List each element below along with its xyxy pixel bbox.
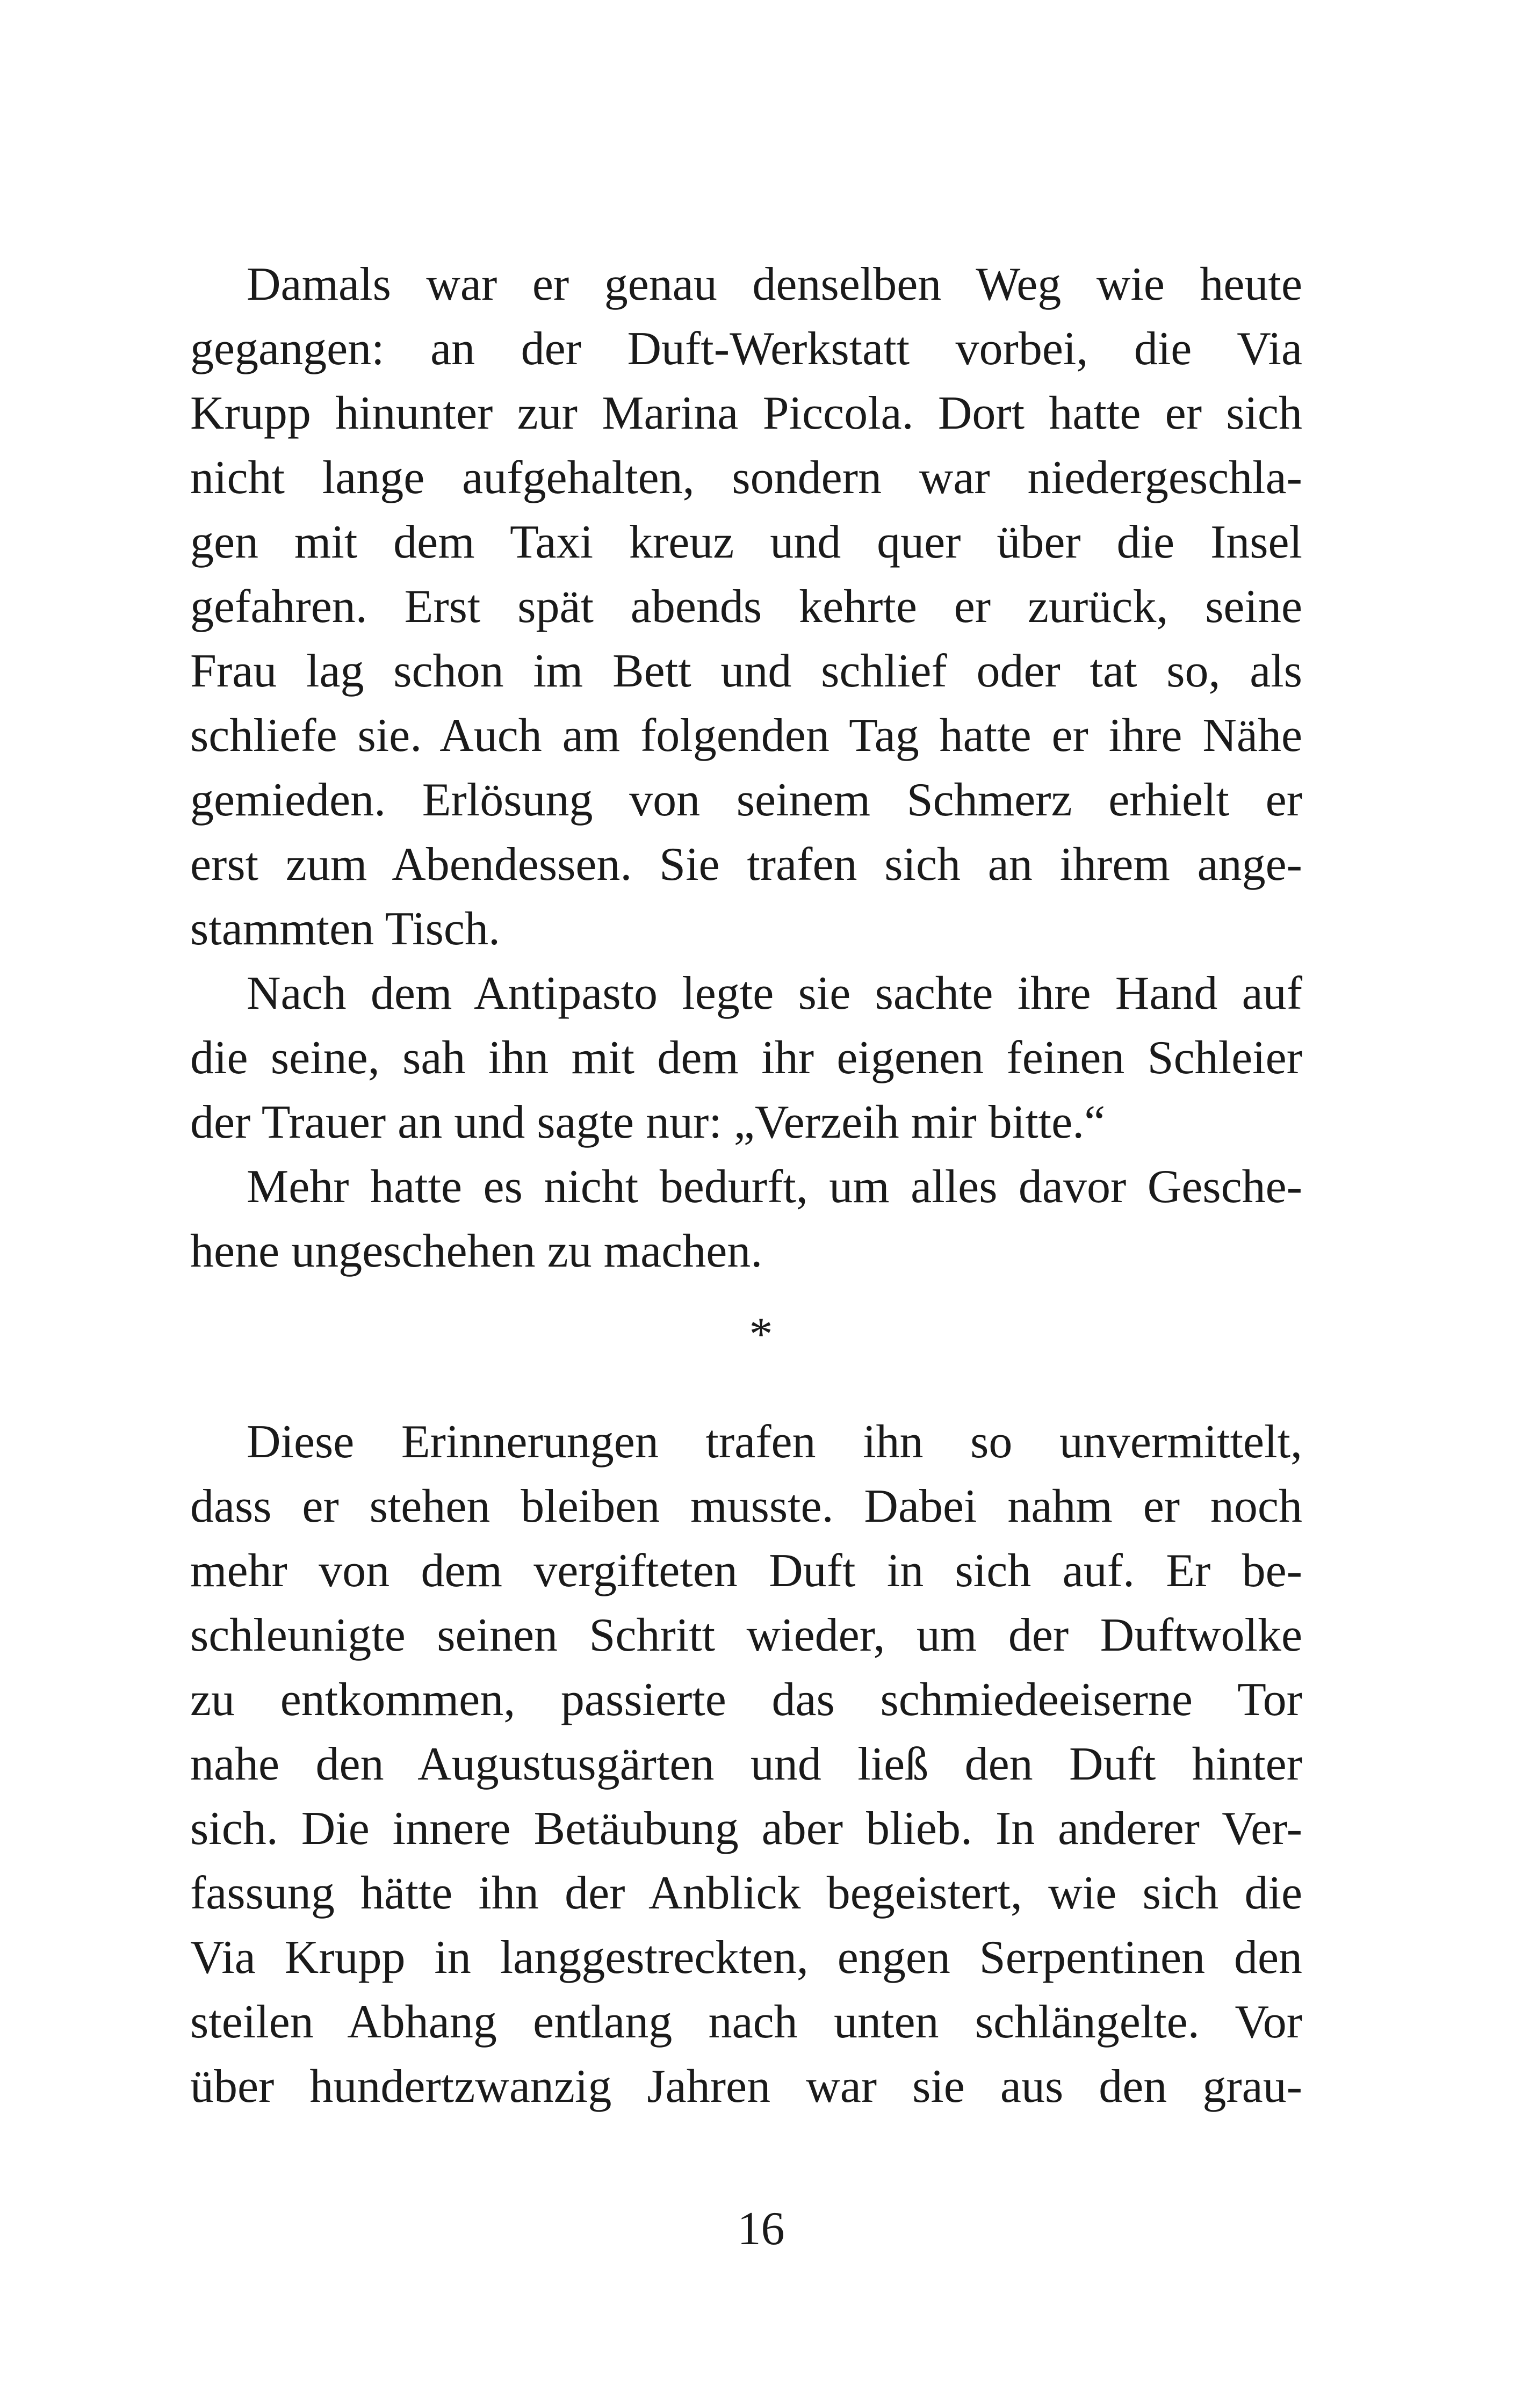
text-line: Via Krupp in langgestreckten, engen Serpentinen den <box>190 1932 1302 1984</box>
paragraph <box>190 1410 1302 2119</box>
text-line: schliefe sie. Auch am folgenden Tag hatte er ihre Nähe <box>190 710 1302 762</box>
text-line: gen mit dem Taxi kreuz und quer über die Insel <box>190 516 1302 568</box>
text-line: mehr von dem vergifteten Duft in sich auf. Er be- <box>190 1545 1302 1597</box>
text-line: schleunigte seinen Schritt wieder, um der Duftwolke <box>190 1609 1302 1661</box>
text-line: über hundertzwanzig Jahren war sie aus den grau- <box>190 2060 1302 2113</box>
section-separator: * <box>749 1308 773 1361</box>
paragraph <box>190 252 1302 961</box>
text-block-bottom <box>190 1410 1302 2119</box>
text-line: dass er stehen bleiben musste. Dabei nahm er noch <box>190 1480 1302 1532</box>
text-line: hene ungeschehen zu machen. <box>190 1225 763 1277</box>
text-line: gegangen: an der Duft-Werkstatt vorbei, die Via <box>190 323 1302 375</box>
paragraph <box>190 1155 1302 1284</box>
text-block-top <box>190 252 1302 1284</box>
text-line: Mehr hatte es nicht bedurft, um alles davor Gesche- <box>247 1161 1302 1213</box>
paragraph <box>190 961 1302 1155</box>
text-line: erst zum Abendessen. Sie trafen sich an ihrem ange- <box>190 838 1302 891</box>
text-line: Nach dem Antipasto legte sie sachte ihre Hand auf <box>247 967 1302 1019</box>
text-line: nahe den Augustusgärten und ließ den Duft hinter <box>190 1738 1302 1790</box>
text-line: zu entkommen, passierte das schmiedeeiserne Tor <box>190 1674 1302 1726</box>
text-line: der Trauer an und sagte nur: „Verzeih mir bitte.“ <box>190 1096 1106 1148</box>
text-line: die seine, sah ihn mit dem ihr eigenen feinen Schleier <box>190 1032 1302 1084</box>
text-line: gefahren. Erst spät abends kehrte er zurück, seine <box>190 581 1302 633</box>
text-line: sich. Die innere Betäubung aber blieb. In anderer Ver- <box>190 1803 1302 1855</box>
text-line: Krupp hinunter zur Marina Piccola. Dort hatte er sich <box>190 387 1302 439</box>
text-line: Diese Erinnerungen trafen ihn so unvermittelt, <box>247 1416 1302 1468</box>
text-line: Frau lag schon im Bett und schlief oder tat so, als <box>190 645 1302 697</box>
text-line: nicht lange aufgehalten, sondern war niedergeschla- <box>190 452 1302 504</box>
text-line: gemieden. Erlösung von seinem Schmerz erhielt er <box>190 774 1302 826</box>
text-line: Damals war er genau denselben Weg wie heute <box>247 258 1302 310</box>
text-line: fassung hätte ihn der Anblick begeistert, wie sich die <box>190 1867 1302 1919</box>
text-line: stammten Tisch. <box>190 903 500 955</box>
page-number: 16 <box>737 2203 785 2255</box>
text-line: steilen Abhang entlang nach unten schlängelte. Vor <box>190 1996 1302 2048</box>
